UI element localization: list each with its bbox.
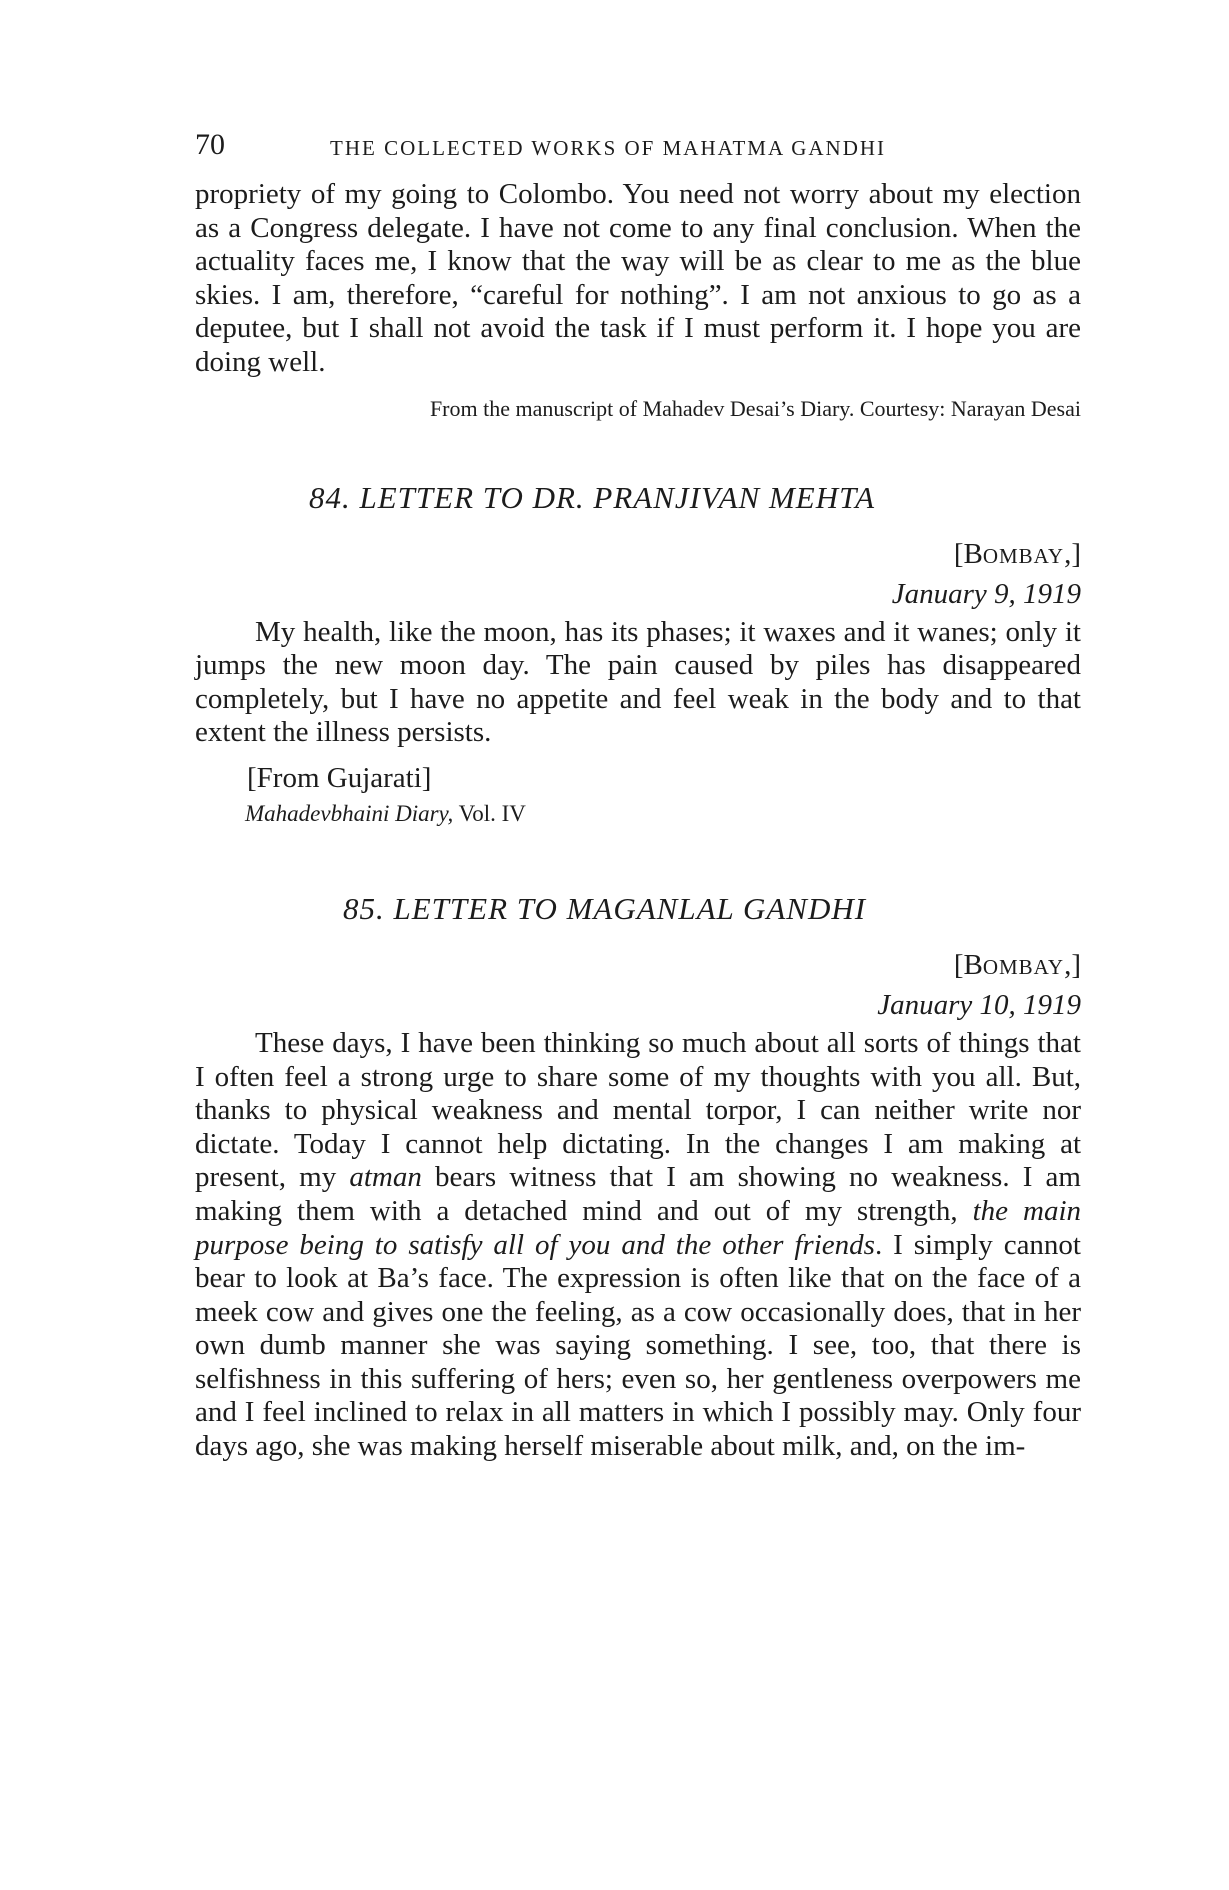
body-italic-atman: atman bbox=[349, 1161, 422, 1194]
body-text-1: These days, I have been thinking so much about all sorts of things that I often feel a strong urge to share some of my thoughts with you all. But, thanks to physical weakness and mental torpor, I can neither write nor dictate. Today I cannot help dictating. In the changes I am making at present, my bbox=[195, 1026, 1081, 1194]
body-text-3: . I simply cannot bear to look at Ba’s face. The expression is often like that on the face of a meek cow and gives one the feeling, as a cow occasionally does, that in her own dumb manner she was saying something. I see, too, that there is selfishness in this suffering of hers; even so, her gentleness overpowers me and I feel inclined to relax in all matters in which I possibly may. Only four days ago, she was making herself miserable about milk, and, on the im- bbox=[195, 1228, 1081, 1463]
running-head-title: THE COLLECTED WORKS OF MAHATMA GANDHI bbox=[330, 136, 887, 160]
continuation-paragraph: propriety of my going to Colombo. You need not worry about my election as a Congress delegate. I have not come to any final conclusion. When the actuality faces me, I know that the way will be as clear to me as the blue skies. I am, therefore, “careful for nothing”. I am not anxious to go as a deputee, but I shall not avoid the task if I must perform it. I hope you are doing well. bbox=[195, 178, 1081, 378]
letter-84-date: January 9, 1919 bbox=[891, 577, 1081, 610]
place-rest: OMBAY bbox=[982, 543, 1065, 568]
citation-volume: Vol. IV bbox=[453, 800, 526, 826]
place-open: [ bbox=[953, 948, 964, 981]
body-text-2: bears witness that I am showing no weakness. I am making them with a detached mind and out of my strength, bbox=[195, 1161, 1081, 1227]
letter-85 bbox=[195, 891, 1081, 1464]
place-close: ,] bbox=[1064, 948, 1081, 981]
letter-84-citation bbox=[245, 801, 1081, 827]
source-note: From the manuscript of Mahadev Desai’s Diary. Courtesy: Narayan Desai bbox=[429, 395, 1081, 421]
letter-84 bbox=[195, 480, 1081, 827]
place-rest: OMBAY bbox=[982, 954, 1065, 979]
place-open: [ bbox=[953, 537, 964, 570]
page-content bbox=[195, 128, 1081, 1464]
body-italic-purpose: the main purpose being to satisfy all of you and the other friends bbox=[195, 1194, 1081, 1261]
running-head bbox=[195, 128, 1081, 164]
letter-84-place bbox=[195, 534, 1081, 576]
place-initial: B bbox=[963, 537, 983, 570]
letter-85-heading: 85. LETTER TO MAGANLAL GANDHI bbox=[343, 890, 867, 926]
letter-85-place bbox=[195, 945, 1081, 987]
place-close: ,] bbox=[1064, 537, 1081, 570]
citation-title: Mahadevbhaini Diary, bbox=[245, 800, 454, 826]
letter-85-body bbox=[195, 1027, 1081, 1464]
letter-84-body: My health, like the moon, has its phases; it waxes and it wanes; only it jumps the new moon day. The pain caused by piles has disappeared completely, but I have no appetite and feel weak in the body and to that extent the illness persists. bbox=[195, 615, 1081, 749]
letter-85-date: January 10, 1919 bbox=[877, 988, 1081, 1021]
page-number: 70 bbox=[195, 128, 225, 161]
letter-84-from-note: [From Gujarati] bbox=[247, 761, 432, 794]
place-initial: B bbox=[963, 948, 983, 981]
letter-84-heading: 84. LETTER TO DR. PRANJIVAN MEHTA bbox=[309, 479, 876, 515]
